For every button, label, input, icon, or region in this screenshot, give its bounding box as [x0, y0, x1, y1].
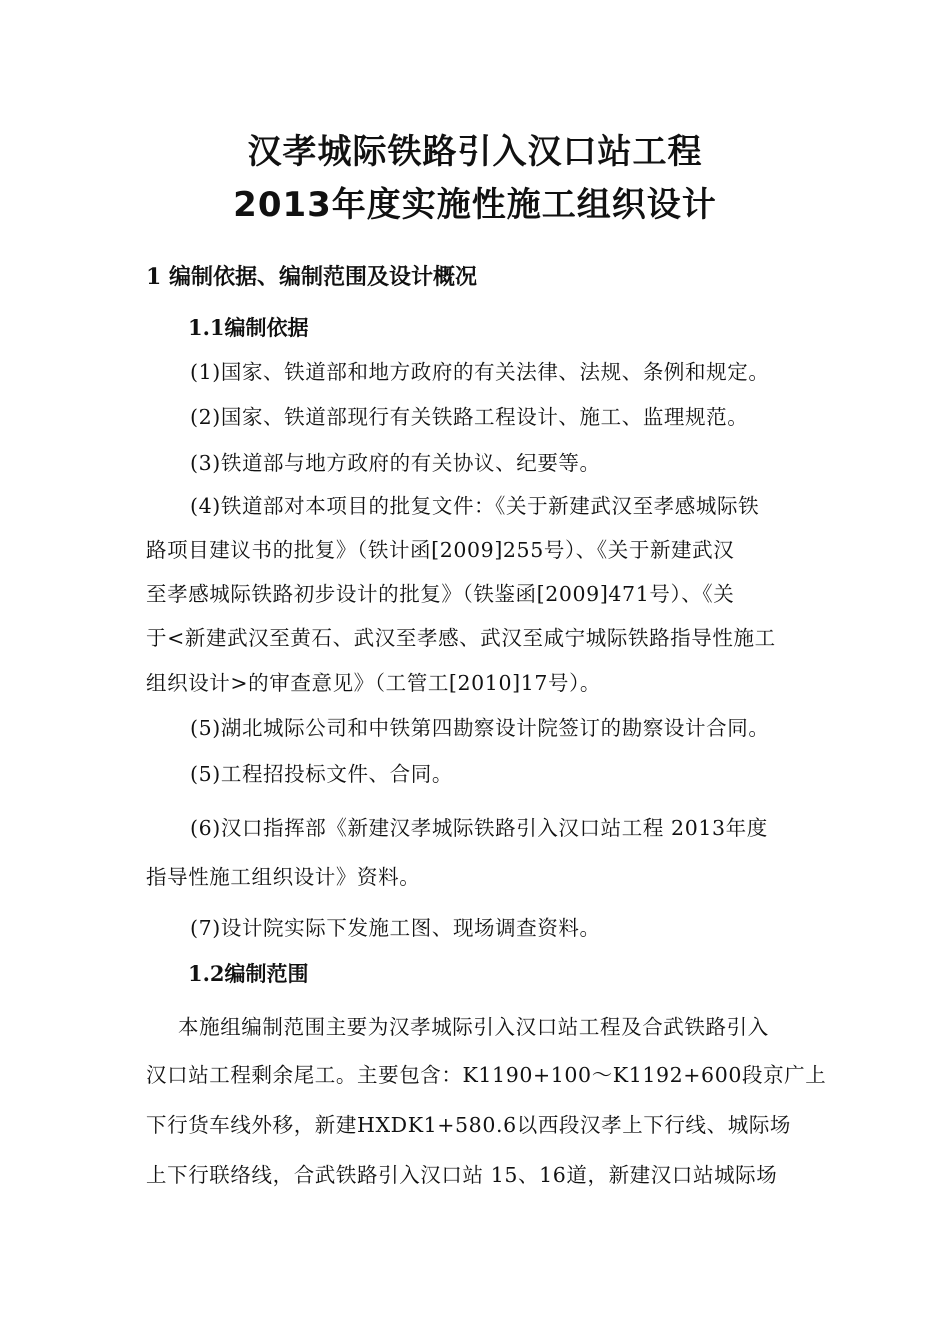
document-title-line-1: 汉孝城际铁路引入汉口站工程: [247, 132, 703, 172]
paragraph-line: 至孝感城际铁路初步设计的批复》（铁鉴函[2009]471号）、《关: [146, 582, 735, 606]
paragraph-line: 下行货车线外移，新建HXDK1+580.6以西段汉孝上下行线、城际场: [146, 1113, 792, 1137]
paragraph-line: 汉口站工程剩余尾工。主要包含：K1190+100～K1192+600段京广上: [146, 1063, 827, 1087]
document-title-line-2: 2013年度实施性施工组织设计: [233, 185, 717, 225]
paragraph-line: 上下行联络线，合武铁路引入汉口站 15、16道，新建汉口站城际场: [146, 1163, 778, 1187]
paragraph-line: (6)汉口指挥部《新建汉孝城际铁路引入汉口站工程 2013年度: [190, 816, 768, 840]
paragraph-line: (1)国家、铁道部和地方政府的有关法律、法规、条例和规定。: [190, 360, 770, 384]
paragraph-line: 本施组编制范围主要为汉孝城际引入汉口站工程及合武铁路引入: [178, 1015, 769, 1039]
section-1-2-heading: 1.2编制范围: [188, 961, 309, 986]
paragraph-line: (5)湖北城际公司和中铁第四勘察设计院签订的勘察设计合同。: [190, 716, 770, 740]
section-1-heading: 1 编制依据、编制范围及设计概况: [146, 264, 477, 290]
paragraph-line: 于<新建武汉至黄石、武汉至孝感、武汉至咸宁城际铁路指导性施工: [146, 626, 776, 650]
paragraph-line: 路项目建议书的批复》（铁计函[2009]255号）、《关于新建武汉: [146, 538, 735, 562]
paragraph-line: (4)铁道部对本项目的批复文件：《关于新建武汉至孝感城际铁: [190, 494, 760, 518]
section-1-1-heading: 1.1编制依据: [188, 315, 309, 340]
paragraph-line: (2)国家、铁道部现行有关铁路工程设计、施工、监理规范。: [190, 405, 749, 429]
paragraph-line: (3)铁道部与地方政府的有关协议、纪要等。: [190, 451, 601, 475]
paragraph-line: (5)工程招投标文件、合同。: [190, 762, 453, 786]
paragraph-line: (7)设计院实际下发施工图、现场调查资料。: [190, 916, 601, 940]
paragraph-line: 指导性施工组织设计》资料。: [146, 865, 421, 889]
paragraph-line: 组织设计>的审查意见》（工管工[2010]17号）。: [146, 671, 602, 695]
